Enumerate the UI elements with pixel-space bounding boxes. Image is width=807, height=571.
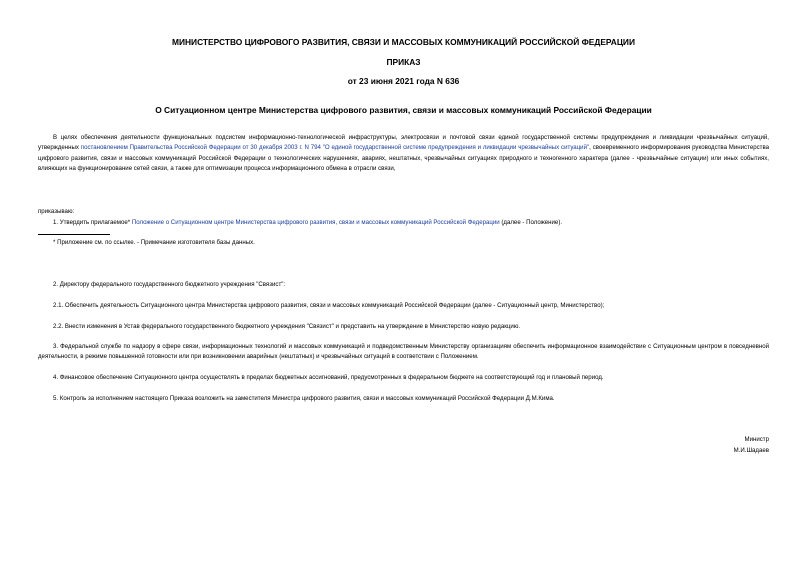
document-title: О Ситуационном центре Министерства цифрового развития, связи и массовых коммуникаций Российской Федерации (155, 105, 652, 115)
preamble-text-before: В целях обеспечения деятельности функциональных подсистем информационно-технологической инфраструктуры, электросвязи и почтовой связи единой государственной системы предупреждения и ликвидации чрезвычайных ситуаций, утвержденных (38, 134, 769, 152)
item-1-prefix: 1. Утвердить прилагаемое* (53, 219, 132, 226)
order-word: приказываю: (38, 208, 75, 215)
footnote: * Приложение см. по ссылке. - Примечание изготовителя базы данных. (53, 239, 255, 246)
footnote-divider (38, 234, 110, 235)
item-1-suffix: (далее - Положение). (499, 219, 563, 226)
item-1 (53, 218, 562, 228)
signature-name: М.И.Шадаев (733, 447, 769, 454)
decree-794-link[interactable]: постановлением Правительства Российской Федерации от 30 декабря 2003 г. N 794 "О единой государственной системе предупреждения и ликвидации чрезвычайных ситуаций" (80, 144, 590, 152)
item-2-2: 2.2. Внести изменения в Устав федерального государственного бюджетного учреждения "Связист" и представить на утверждение в Министерство новую редакцию. (53, 323, 521, 330)
item-2-1: 2.1. Обеспечить деятельность Ситуационного центра Министерства цифрового развития, связи и массовых коммуникаций Российской Федерации (далее - Ситуационный центр, Министерство); (53, 302, 605, 309)
item-5: 5. Контроль за исполнением настоящего Приказа возложить на заместителя Министра цифрового развития, связи и массовых коммуникаций Российской Федерации Д.М.Кима. (53, 395, 555, 402)
preamble-text-after: , своевременного информирования руководства Министерства цифрового развития, связи и массовых коммуникаций Российской Федерации о технологических нарушениях, авариях, нештатных, чрезвычайных ситуациях природного и техногенного характера (далее - чрезвычайные ситуации) или иных событиях, влияющих на функционирование сетей связи, а также для оптимизации процесса информационного обмена в отрасли связи, (38, 144, 769, 172)
regulation-link[interactable]: Положение о Ситуационном центре Министерства цифрового развития, связи и массовых коммуникаций Российской Федерации (131, 219, 500, 226)
item-3: 3. Федеральной службе по надзору в сфере связи, информационных технологий и массовых коммуникаций и подведомственным Министерству организациям обеспечить информационное взаимодействие с Ситуационным центром в повседневной деятельности, в режиме повышенной готовности или при возникновении аварийных (нештатных) и чрезвычайных ситуаций в соответствии с Положением. (38, 343, 769, 361)
item-4: 4. Финансовое обеспечение Ситуационного центра осуществлять в пределах бюджетных ассигнований, предусмотренных в федеральном бюджете на соответствующий год и плановый период. (53, 374, 604, 381)
doc-type-heading: ПРИКАЗ (386, 57, 421, 67)
ministry-heading: МИНИСТЕРСТВО ЦИФРОВОГО РАЗВИТИЯ, СВЯЗИ И МАССОВЫХ КОММУНИКАЦИЙ РОССИЙСКОЙ ФЕДЕРАЦИИ (172, 37, 635, 47)
signature-position: Министр (744, 436, 769, 443)
item-2: 2. Директору федерального государственного бюджетного учреждения "Связист": (53, 281, 286, 288)
preamble-paragraph (38, 133, 769, 174)
date-number-heading: от 23 июня 2021 года N 636 (347, 76, 460, 86)
